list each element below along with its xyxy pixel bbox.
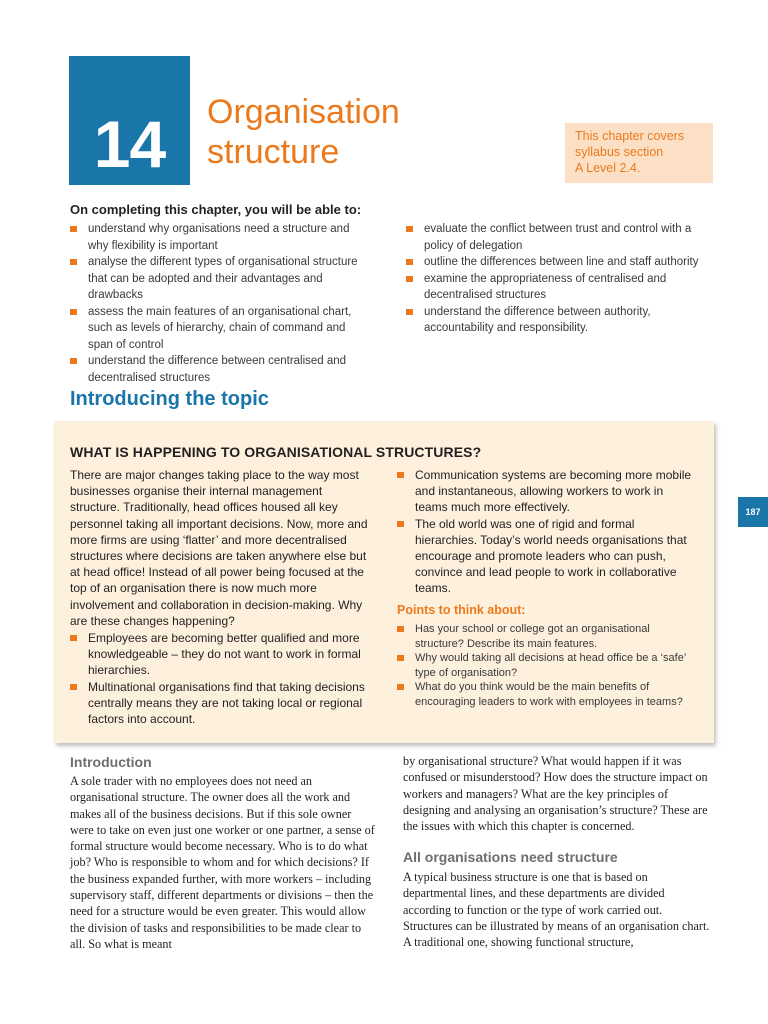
objective-item: analyse the different types of organisational structure that can be adopted and their advantages and drawbacks — [70, 254, 370, 304]
list-item: Has your school or college got an organisational structure? Describe its main features. — [397, 622, 697, 651]
bullet-square-icon — [70, 259, 77, 265]
section-text: A typical business structure is one that is based on departmental lines, and these departments are divided according to function or the type of work carried out. Structures can be illustrated by means of an organisation chart. A traditional one, showing functional structure, — [403, 870, 710, 950]
bullet-square-icon — [406, 276, 413, 282]
bullet-square-icon — [397, 655, 404, 661]
bullet-square-icon — [397, 472, 404, 478]
bullet-square-icon — [70, 635, 77, 641]
objective-item: outline the differences between line and staff authority — [406, 254, 706, 271]
section-heading: All organisations need structure — [403, 849, 618, 865]
bullet-square-icon — [70, 226, 77, 232]
list-item: Communication systems are becoming more mobile and instantaneous, allowing workers to work in teams much more effectively. — [397, 467, 697, 516]
objective-item: understand the difference between authority, accountability and responsibility. — [406, 304, 706, 337]
list-item: Employees are becoming better qualified and more knowledgeable – they do not want to work in formal hierarchies. — [70, 630, 375, 679]
objectives-list-left — [70, 221, 370, 386]
syllabus-line: A Level 2.4. — [575, 161, 641, 175]
topic-box-title: WHAT IS HAPPENING TO ORGANISATIONAL STRUCTURES? — [70, 444, 482, 460]
chapter-title-line1: Organisation — [207, 93, 400, 131]
syllabus-line: This chapter covers — [575, 129, 685, 143]
chapter-number-box — [69, 56, 190, 185]
chapter-title-line2: structure — [207, 133, 340, 171]
syllabus-line: syllabus section — [575, 145, 664, 159]
objective-item: understand the difference between centralised and decentralised structures — [70, 353, 370, 386]
bullet-square-icon — [70, 309, 77, 315]
bullet-square-icon — [397, 521, 404, 527]
objectives-heading: On completing this chapter, you will be able to: — [70, 202, 362, 217]
chapter-title — [207, 92, 400, 172]
bullet-square-icon — [406, 259, 413, 265]
introduction-text: A sole trader with no employees does not need an organisational structure. The owner does all the work and makes all of the business decisions. But if this sole owner were to take on even just one worker or one partner, a sense of formal structure would become necessary. Who is to do what job? Who is responsible to whom and for which decisions? If the business expanded further, with more workers – including supervisory staff, different departments or divisions – then the need for a structure would be even greater. This would allow the division of tasks and responsibilities to be made clear to all. So what is meant — [70, 774, 375, 951]
page-number-tab: 187 — [738, 497, 768, 527]
introduction-heading: Introduction — [70, 754, 152, 770]
list-item: What do you think would be the main benefits of encouraging leaders to work with employees in teams? — [397, 680, 697, 709]
objective-item: evaluate the conflict between trust and control with a policy of delegation — [406, 221, 706, 254]
list-item: Multinational organisations find that taking decisions centrally means they are not taking local or regional factors into account. — [70, 679, 375, 728]
syllabus-box — [565, 123, 713, 183]
list-item: The old world was one of rigid and formal hierarchies. Today’s world needs organisations that encourage and promote leaders who can push, convince and lead people to work in collaborative teams. — [397, 516, 697, 597]
points-heading: Points to think about: — [397, 603, 526, 617]
objective-item: assess the main features of an organisational chart, such as levels of hierarchy, chain of command and span of control — [70, 304, 370, 354]
bullet-square-icon — [406, 309, 413, 315]
topic-bullets-left — [70, 630, 375, 727]
introduction-text-continued: by organisational structure? What would happen if it was confused or misunderstood? How does the structure impact on workers and managers? What are the key principles of designing and analysing an organisation’s structure? These are the issues with which this chapter is concerned. — [403, 754, 708, 834]
objective-item: understand why organisations need a structure and why flexibility is important — [70, 221, 370, 254]
topic-bullets-right — [397, 467, 697, 597]
list-item: Why would taking all decisions at head office be a ‘safe’ type of organisation? — [397, 651, 697, 680]
points-list — [397, 622, 697, 709]
topic-paragraph: There are major changes taking place to the way most businesses organise their internal management structure. Traditionally, head offices housed all key personnel taking all important decisions. Now, more and more firms are using ‘flatter’ and more decentralised structures where decisions are taken anywhere else but at head office! Instead of all power being focused at the top of an organisation there is now much more involvement and collaboration in decision-making. Why are these changes happening? — [70, 468, 368, 628]
bullet-square-icon — [397, 684, 404, 690]
bullet-square-icon — [406, 226, 413, 232]
introducing-topic-heading: Introducing the topic — [70, 388, 269, 410]
objectives-list-right — [406, 221, 706, 337]
bullet-square-icon — [70, 358, 77, 364]
objective-item: examine the appropriateness of centralised and decentralised structures — [406, 271, 706, 304]
topic-box — [54, 421, 714, 743]
chapter-number: 14 — [93, 107, 166, 181]
bullet-square-icon — [397, 626, 404, 632]
bullet-square-icon — [70, 684, 77, 690]
